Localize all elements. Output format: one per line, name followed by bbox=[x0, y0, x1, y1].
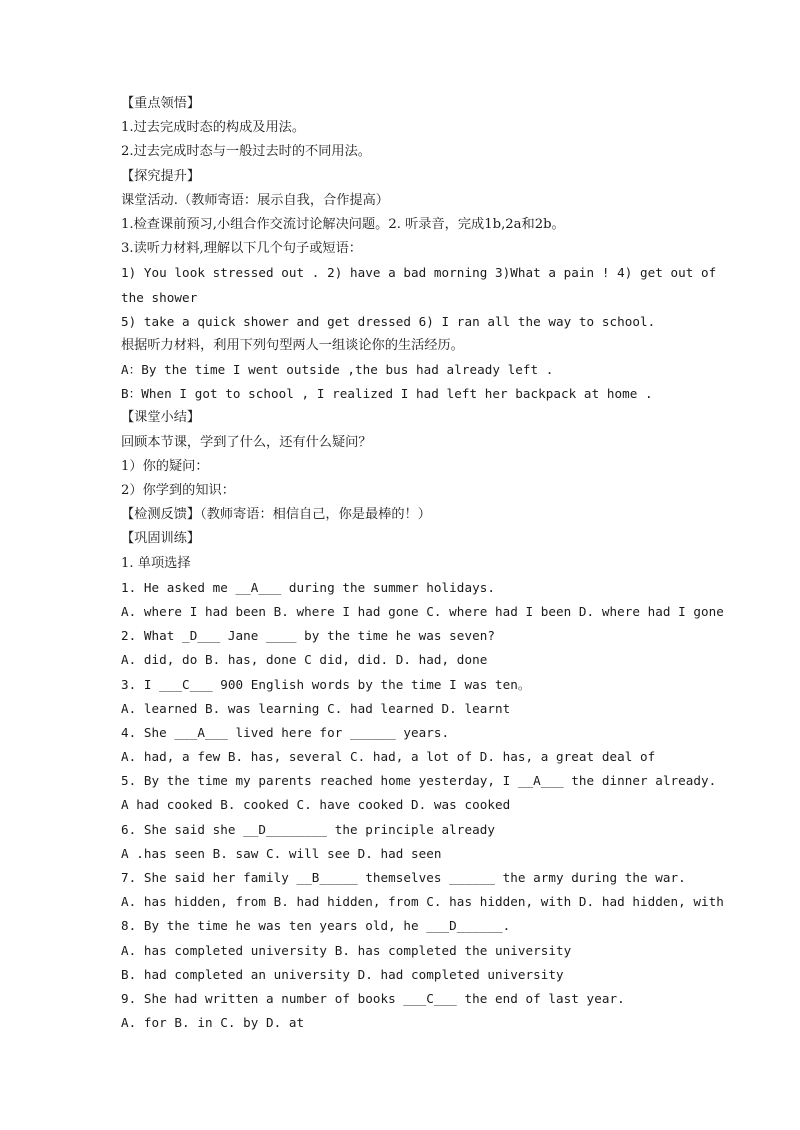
text-line: 课堂活动.（教师寄语：展示自我，合作提高） bbox=[121, 192, 389, 208]
text-line: 根据听力材料，利用下列句型两人一组谈论你的生活经历。 bbox=[121, 337, 464, 353]
text-line: 9. She had written a number of books ___C___ the end of last year. bbox=[121, 990, 625, 1006]
text-line: 1.过去完成时态的构成及用法。 bbox=[121, 120, 306, 136]
text-line: 1. 单项选择 bbox=[121, 555, 191, 571]
text-line: 2）你学到的知识： bbox=[121, 483, 235, 498]
text-line: 【重点领悟】 bbox=[121, 96, 201, 111]
text-line: 3.读听力材料,理解以下几个句子或短语： bbox=[121, 241, 362, 257]
text-line: 1) You look stressed out . 2) have a bad morning 3)What a pain ! 4) get out of bbox=[121, 265, 717, 281]
text-line: 1.检查课前预习,小组合作交流讨论解决问题。2. 听录音，完成1b,2a和2b。 bbox=[121, 216, 565, 232]
text-line: A：By the time I went outside ,the bus had already left . bbox=[121, 362, 554, 378]
document-page bbox=[121, 92, 724, 1035]
text-line: 【巩固训练】 bbox=[121, 531, 201, 547]
text-line: A. did, do B. has, done C did, did. D. had, done bbox=[121, 652, 488, 668]
text-line: A. learned B. was learning C. had learned D. learnt bbox=[121, 700, 511, 716]
text-line: A. had, a few B. has, several C. had, a lot of D. has, a great deal of bbox=[121, 749, 656, 765]
text-line: A. has hidden, from B. had hidden, from C. has hidden, with D. had hidden, with bbox=[121, 894, 724, 910]
text-line: A .has seen B. saw C. will see D. had seen bbox=[121, 845, 442, 861]
text-line: 1）你的疑问： bbox=[121, 458, 209, 474]
text-line: A. where I had been B. where I had gone C. where had I been D. where had I gone bbox=[121, 603, 724, 619]
text-line: 【检测反馈】（教师寄语：相信自己，你是最棒的！） bbox=[121, 507, 431, 523]
text-line: 2. What _D___ Jane ____ by the time he was seven? bbox=[121, 628, 495, 644]
text-line: A. for B. in C. by D. at bbox=[121, 1015, 305, 1031]
text-line: 【探究提升】 bbox=[121, 168, 201, 184]
text-line: the shower bbox=[121, 289, 198, 305]
text-line: 5) take a quick shower and get dressed 6) I ran all the way to school. bbox=[121, 313, 656, 329]
text-line: 3. I ___C___ 900 English words by the time I was ten。 bbox=[121, 676, 531, 692]
text-line: 7. She said her family __B_____ themselves ______ the army during the war. bbox=[121, 870, 686, 885]
text-line: B. had completed an university D. had completed university bbox=[121, 966, 564, 982]
text-line: 【课堂小结】 bbox=[121, 410, 201, 426]
text-line: 8. By the time he was ten years old, he ___D______. bbox=[121, 918, 511, 934]
text-line: 1. He asked me __A___ during the summer holidays. bbox=[121, 579, 495, 595]
text-line: 4. She ___A___ lived here for ______ years. bbox=[121, 724, 450, 740]
text-line: 6. She said she __D________ the principle already bbox=[121, 821, 495, 837]
text-line: A. has completed university B. has completed the university bbox=[121, 942, 572, 958]
text-line: 5. By the time my parents reached home yesterday, I __A___ the dinner already. bbox=[121, 773, 717, 789]
text-line: B：When I got to school , I realized I had left her backpack at home . bbox=[121, 386, 653, 402]
text-line: A had cooked B. cooked C. have cooked D. was cooked bbox=[121, 797, 511, 813]
text-line: 回顾本节课，学到了什么，还有什么疑问？ bbox=[121, 434, 372, 450]
text-line: 2.过去完成时态与一般过去时的不同用法。 bbox=[121, 144, 371, 160]
